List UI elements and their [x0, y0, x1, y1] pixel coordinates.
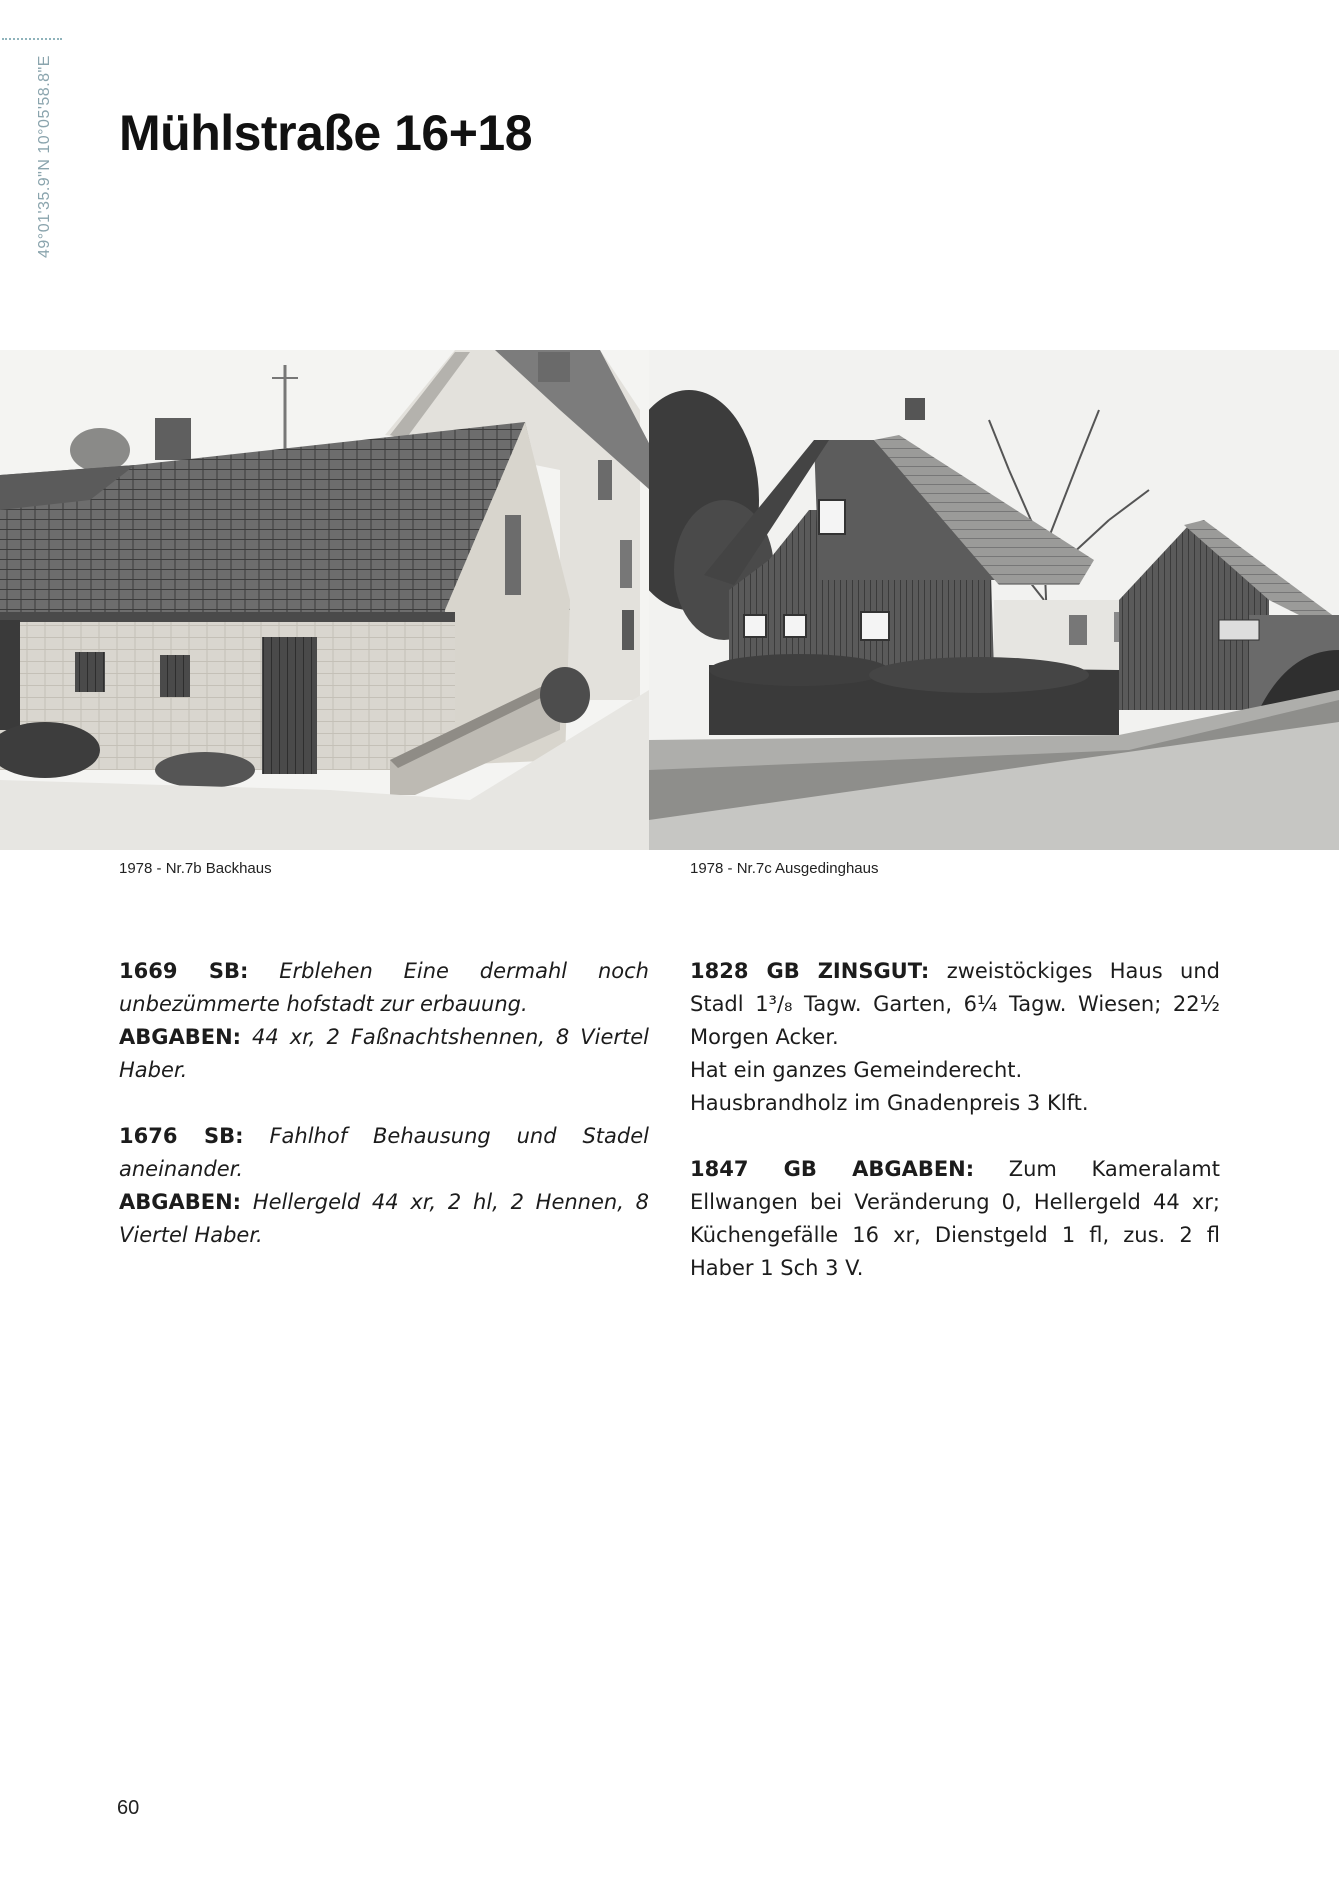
entry-1669-abgaben-text: 44 xr, 2 Faßnachtshennen, 8 Viertel Haber. [119, 1025, 649, 1082]
page-title: Mühlstraße 16+18 [119, 105, 533, 161]
entry-1669-text: Erblehen Eine dermahl noch unbezümmerte hofstadt zur erbauung. [119, 959, 649, 1016]
entry-1669-paragraph [119, 955, 649, 1021]
entry-1676-abgaben-label: ABGABEN: [119, 1190, 242, 1214]
entry-1676-abgaben-text: Hellergeld 44 xr, 2 hl, 2 Hennen, 8 Viertel Haber. [119, 1190, 649, 1247]
entry-1847 [690, 1153, 1220, 1285]
entry-1828 [690, 955, 1220, 1120]
entry-1669 [119, 955, 649, 1087]
entry-1828-paragraph [690, 955, 1220, 1054]
left-text-column [119, 955, 649, 1285]
entry-1828-text: zweistöckiges Haus und Stadl 1³/₈ Tagw. Garten, 6¼ Tagw. Wiesen; 22½ Morgen Acker. [690, 959, 1220, 1049]
entry-1828-line3: Hausbrandholz im Gnadenpreis 3 Klft. [690, 1091, 1089, 1115]
entry-1676-text: Fahlhof Behausung und Stadel aneinander. [119, 1124, 649, 1181]
entry-1676-head: 1676 SB: [119, 1124, 244, 1148]
entry-1676 [119, 1120, 649, 1252]
entry-1669-abgaben [119, 1021, 649, 1087]
entry-1828-line2: Hat ein ganzes Gemeinderecht. [690, 1058, 1023, 1082]
entry-1676-abgaben [119, 1186, 649, 1252]
entry-1676-paragraph [119, 1120, 649, 1186]
side-coordinates-text: 49°01'35.9"N 10°05'58.8"E [36, 55, 53, 258]
photo-backhaus [0, 350, 649, 850]
entry-1669-abgaben-label: ABGABEN: [119, 1025, 242, 1049]
right-text-column [690, 955, 1220, 1318]
entry-1828-head: 1828 GB ZINSGUT: [690, 959, 930, 983]
entry-1847-paragraph [690, 1153, 1220, 1285]
photo-caption-ausgedinghaus: 1978 - Nr.7c Ausgedinghaus [690, 860, 879, 877]
entry-1847-head: 1847 GB ABGABEN: [690, 1157, 975, 1181]
photo-caption-backhaus: 1978 - Nr.7b Backhaus [119, 860, 272, 877]
photo-ausgedinghaus-illustration [649, 350, 1339, 850]
page-number: 60 [117, 1797, 140, 1819]
coordinate-dotted-rule [2, 38, 62, 40]
photo-ausgedinghaus [649, 350, 1339, 850]
entry-1847-text: Zum Kameralamt Ellwangen bei Veränderung 0, Hellergeld 44 xr; Küchengefälle 16 xr, Dienstgeld 1 fl, zus. 2 fl Haber 1 Sch 3 V. [690, 1157, 1220, 1280]
entry-1669-head: 1669 SB: [119, 959, 249, 983]
photo-backhaus-illustration [0, 350, 649, 850]
